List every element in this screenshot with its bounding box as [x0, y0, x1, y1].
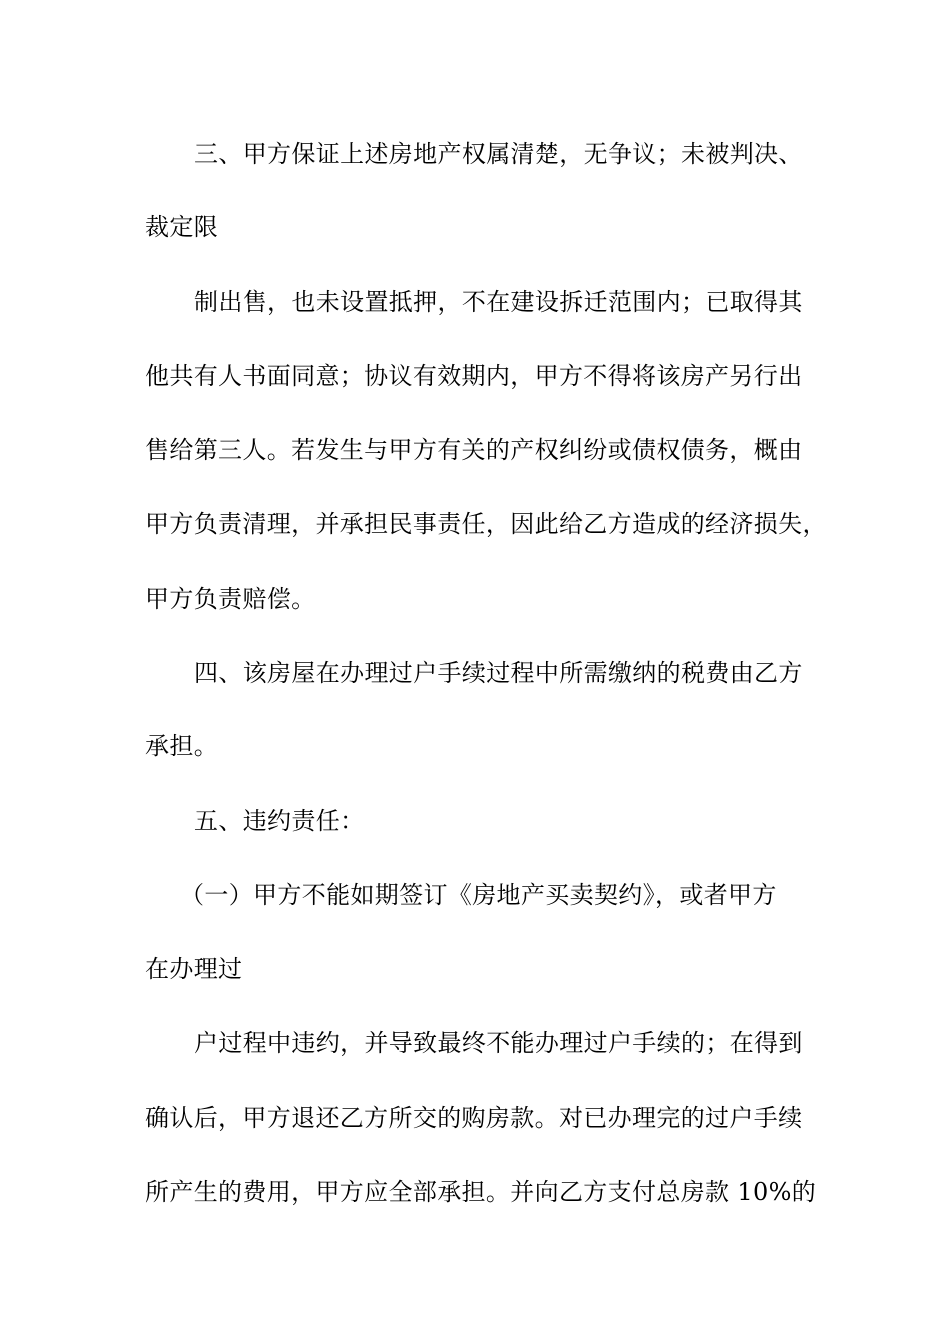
paragraph-line: 他共有人书面同意；协议有效期内，甲方不得将该房产另行出	[145, 362, 803, 390]
paragraph-line: 在办理过	[145, 955, 243, 983]
paragraph-line: 裁定限	[145, 213, 219, 241]
paragraph-line: 户过程中违约，并导致最终不能办理过户手续的；在得到	[194, 1029, 803, 1057]
paragraph-line: 五、违约责任：	[194, 807, 365, 835]
paragraph-line: 甲方负责赔偿。	[145, 585, 316, 613]
paragraph-line: 三、甲方保证上述房地产权属清楚，无争议；未被判决、	[194, 140, 803, 168]
paragraph-line: 售给第三人。若发生与甲方有关的产权纠纷或债权债务，概由	[145, 436, 803, 464]
paragraph-line: 制出售，也未设置抵押，不在建设拆迁范围内；已取得其	[194, 288, 803, 316]
paragraph-line: 承担。	[145, 732, 219, 760]
paragraph-line: 所产生的费用，甲方应全部承担。并向乙方支付总房款 10%的	[145, 1178, 817, 1206]
paragraph-line: 甲方负责清理，并承担民事责任，因此给乙方造成的经济损失，	[145, 510, 827, 538]
paragraph-line: （一）甲方不能如期签订《房地产买卖契约》，或者甲方	[180, 881, 777, 909]
paragraph-line: 四、该房屋在办理过户手续过程中所需缴纳的税费由乙方	[194, 659, 803, 687]
paragraph-line: 确认后，甲方退还乙方所交的购房款。对已办理完的过户手续	[145, 1104, 803, 1132]
